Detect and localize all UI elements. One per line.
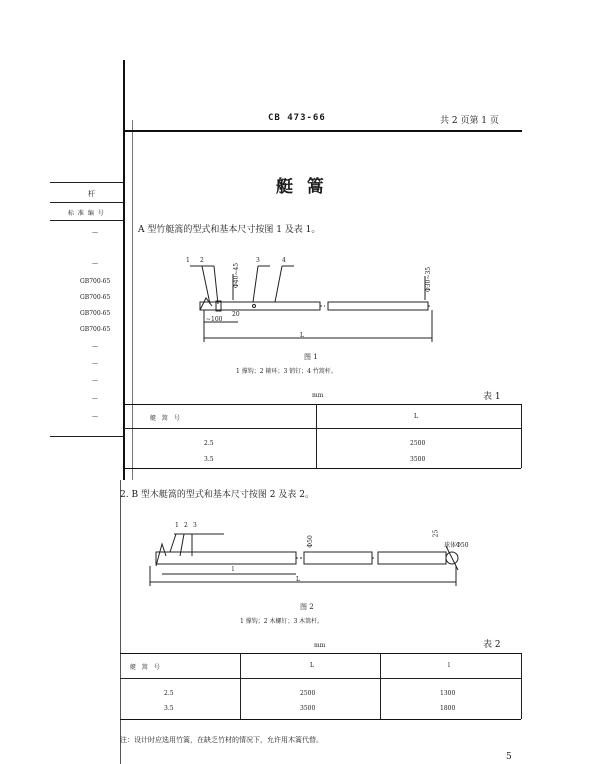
table-1-bottom-rule [124, 468, 521, 469]
figure-2-drawing [140, 522, 470, 594]
table-2-header-l: l [448, 662, 450, 669]
figure-2-dim-diameter: Φ50 [306, 535, 314, 548]
figure-1-dim-diameter-tail: Φ30~35 [425, 266, 433, 293]
table-2-cell: 2.5 [164, 690, 174, 697]
figure-2-dim-end: 25 [432, 529, 440, 538]
figure-2-dim-L: L [296, 576, 300, 583]
table-2-right-border [521, 653, 522, 719]
table-2-label: 表 2 [483, 640, 501, 650]
table-1-label: 表 1 [483, 392, 501, 402]
page-number: 5 [506, 752, 512, 762]
table-1-header-model: 艇 篙 号 [150, 415, 182, 422]
binding-line [123, 60, 125, 480]
sidebar-heading: 杆 [88, 190, 95, 198]
binding-line-lower [120, 480, 121, 764]
figure-1-callout: 3 [256, 257, 260, 264]
table-2-column-divider [240, 653, 241, 719]
table-1-right-border [521, 404, 522, 468]
sidebar-row: — [92, 377, 98, 384]
table-2-header-rule [120, 678, 521, 679]
table-2-cell: 2500 [300, 690, 316, 697]
table-2-cell: 1300 [440, 690, 456, 697]
sidebar-rule [50, 202, 123, 203]
figure-2-dim-ball: 球体Φ50 [444, 542, 469, 549]
figure-1-callout: 2 [200, 257, 204, 264]
figure-1-dim-ring: 20 [232, 311, 240, 318]
sidebar-row: — [92, 360, 98, 367]
figure-2-callout: 2 [184, 522, 188, 529]
inner-margin-line [132, 120, 133, 480]
footnote: 注：设计时应选用竹篙，在缺乏竹材的情况下，允许用木篙代替。 [120, 736, 323, 744]
sidebar-row: — [92, 229, 98, 236]
sidebar-row: GB700-65 [80, 310, 111, 317]
sidebar-top-rule [50, 182, 123, 183]
table-2-column-divider [380, 653, 381, 719]
table-1-header-rule [124, 428, 521, 429]
table-2-cell: 3.5 [164, 705, 174, 712]
figure-1-dim-diameter-head: Φ40~45 [233, 262, 241, 289]
section2-intro: 2. B 型木艇篙的型式和基本尺寸按图 2 及表 2。 [120, 490, 314, 500]
table-1-cell: 2500 [410, 440, 426, 447]
figure-1-callout: 4 [282, 257, 286, 264]
page-info: 共 2 页第 1 页 [440, 116, 499, 126]
figure-2-callout: 1 [175, 522, 179, 529]
figure-1-callout: 1 [186, 257, 190, 264]
standard-code: CB 473-66 [268, 113, 326, 123]
sidebar-row: GB700-65 [80, 294, 111, 301]
figure-1-dim-hook: ~100 [206, 316, 223, 323]
sidebar-column-header: 标 准 编 号 [68, 210, 105, 217]
sidebar-row: — [92, 413, 98, 420]
figure-2-dim-l: l [232, 566, 234, 573]
sidebar-row: GB700-65 [80, 326, 111, 333]
table-2-top-rule [120, 653, 521, 654]
table-1-header-L: L [414, 413, 418, 420]
figure-2-callout: 3 [193, 522, 197, 529]
page-title: 艇 篙 [276, 177, 328, 197]
table-2-unit: mm [314, 642, 326, 649]
header-rule [124, 130, 522, 132]
sidebar-row: — [92, 260, 98, 267]
sidebar-row: — [92, 395, 98, 402]
figure-1-caption: 图 1 [304, 353, 318, 361]
table-1-cell: 3500 [410, 456, 426, 463]
sidebar-row: GB700-65 [80, 278, 111, 285]
figure-1-drawing [170, 252, 460, 352]
figure-1-legend: 1 撑钩；2 箍环；3 销钉；4 竹篙杆。 [236, 368, 337, 375]
table-2-cell: 3500 [300, 705, 316, 712]
sidebar-row: — [92, 343, 98, 350]
sidebar-header-rule [50, 220, 123, 221]
section1-intro: A 型竹艇篙的型式和基本尺寸按图 1 及表 1。 [138, 225, 321, 235]
table-2-cell: 1800 [440, 705, 456, 712]
table-1-top-rule [124, 404, 521, 405]
table-1-column-divider [316, 404, 317, 468]
figure-1-dim-length: L [300, 332, 304, 339]
table-1-cell: 2.5 [204, 440, 214, 447]
table-1-cell: 3.5 [204, 456, 214, 463]
figure-2-caption: 图 2 [300, 603, 314, 611]
table-2-header-model: 艇 篙 号 [130, 664, 162, 671]
figure-2-legend: 1 撑钩；2 木螺钉；3 木篙杆。 [240, 618, 324, 625]
table-2-header-L: L [310, 662, 314, 669]
sidebar-bottom-rule [50, 436, 123, 437]
table-1-unit: mm [312, 392, 324, 399]
table-2-bottom-rule [120, 719, 521, 720]
